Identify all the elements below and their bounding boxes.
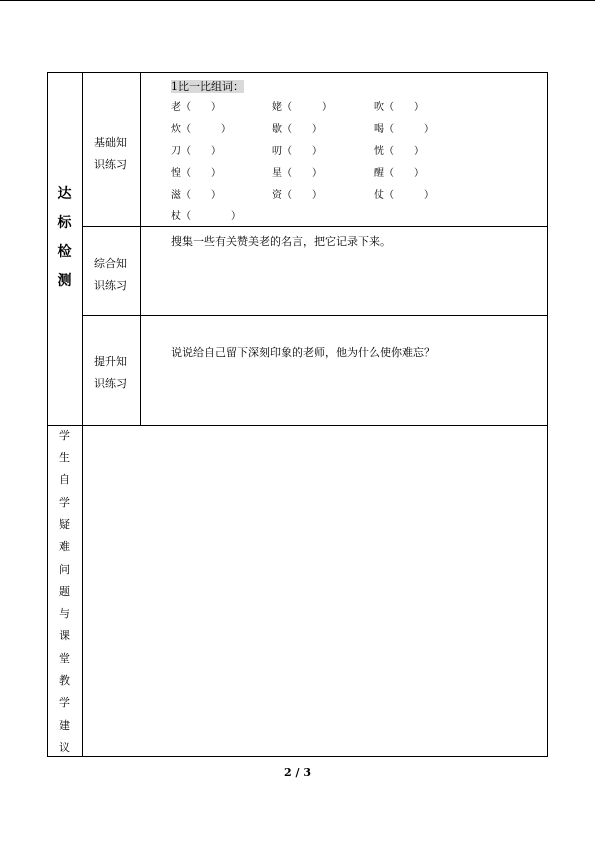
section-char: 达 — [57, 186, 72, 202]
row-label-comprehensive: 综合知 识练习 — [94, 257, 127, 292]
section-char: 标 — [57, 215, 72, 231]
bottom-char: 问 — [59, 562, 70, 576]
word-item: 歇（ ） — [272, 124, 322, 135]
bottom-char: 学 — [59, 495, 70, 509]
word-item: 叨（ ） — [272, 146, 322, 157]
word-item: 资（ ） — [272, 190, 322, 201]
word-item: 星（ ） — [272, 168, 322, 179]
row-label-advanced: 提升知 识练习 — [94, 355, 127, 390]
exercise1-title — [171, 80, 244, 94]
word-item: 杖（ ） — [171, 211, 241, 222]
page-top-rule — [0, 0, 595, 1]
bottom-char: 疑 — [59, 517, 70, 531]
bottom-char: 自 — [59, 473, 70, 487]
exercise1-title-text: 比一比组词： — [178, 80, 244, 93]
word-item: 滋（ ） — [171, 190, 221, 201]
bottom-char: 学 — [59, 428, 70, 442]
word-item: 恍（ ） — [374, 146, 424, 157]
word-item: 醒（ ） — [374, 168, 424, 179]
section-label-dabiao-jiance — [47, 173, 82, 303]
bottom-label-self-study-questions — [47, 427, 82, 757]
word-item: 喝（ ） — [374, 124, 434, 135]
bottom-char: 议 — [59, 740, 70, 754]
bottom-char: 与 — [59, 607, 70, 621]
bottom-char: 建 — [59, 718, 70, 732]
bottom-char: 教 — [59, 674, 70, 688]
bottom-char: 学 — [59, 696, 70, 710]
section-char: 测 — [57, 273, 72, 289]
word-item: 仗（ ） — [374, 190, 434, 201]
bottom-char: 课 — [59, 629, 70, 643]
row-label-basic: 基础知 识练习 — [94, 136, 127, 171]
word-item: 炊（ ） — [171, 124, 231, 135]
word-item: 刀（ ） — [171, 146, 221, 157]
word-item: 姥（ ） — [272, 102, 332, 113]
exercise3-text: 说说给自己留下深刻印象的老师，他为什么使你难忘？ — [171, 346, 435, 359]
exercise2-text: 搜集一些有关赞美老的名言，把它记录下来。 — [171, 235, 391, 248]
word-item: 吹（ ） — [374, 102, 424, 113]
bottom-char: 难 — [59, 540, 70, 554]
bottom-char: 题 — [59, 584, 70, 598]
section-char: 检 — [57, 244, 72, 260]
bottom-char: 堂 — [59, 651, 70, 665]
word-item: 老（ ） — [171, 102, 221, 113]
bottom-char: 生 — [59, 451, 70, 465]
page-number: 2 / 3 — [284, 766, 311, 779]
word-item: 惶（ ） — [171, 168, 221, 179]
exercise1-number: 1 — [171, 80, 178, 93]
